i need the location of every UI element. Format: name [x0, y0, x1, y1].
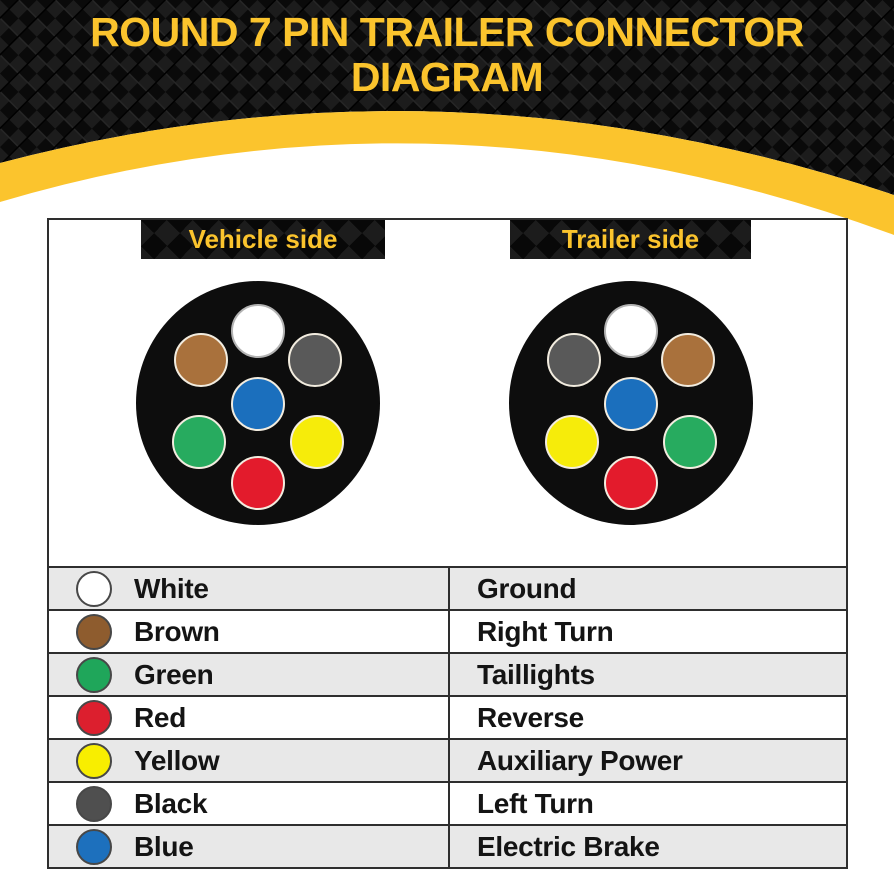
- function-name: Ground: [477, 572, 577, 604]
- table-row-white: [49, 566, 846, 609]
- color-cell: [49, 783, 450, 824]
- color-swatch-yellow: [76, 743, 112, 779]
- color-name: Green: [134, 658, 214, 690]
- trailer-side-label: [510, 220, 751, 259]
- color-cell: [49, 826, 450, 867]
- table-row-blue: [49, 824, 846, 867]
- vehicle-pin-yellow: [290, 415, 344, 469]
- trailer-pin-green: [663, 415, 717, 469]
- table-row-brown: [49, 609, 846, 652]
- function-name: Right Turn: [477, 615, 614, 647]
- function-cell: [450, 654, 846, 695]
- page-title: [0, 10, 894, 100]
- color-name: Red: [134, 701, 186, 733]
- vehicle-side-label-text: Vehicle side: [188, 224, 338, 254]
- color-swatch-red: [76, 700, 112, 736]
- trailer-pin-black: [547, 333, 601, 387]
- connector-area: [49, 220, 846, 566]
- vehicle-pin-green: [172, 415, 226, 469]
- function-name: Reverse: [477, 701, 584, 733]
- table-row-red: [49, 695, 846, 738]
- function-cell: [450, 568, 846, 609]
- function-cell: [450, 611, 846, 652]
- function-cell: [450, 740, 846, 781]
- color-swatch-white: [76, 571, 112, 607]
- wiring-table: [49, 566, 846, 867]
- table-row-green: [49, 652, 846, 695]
- color-swatch-blue: [76, 829, 112, 865]
- color-cell: [49, 568, 450, 609]
- color-cell: [49, 740, 450, 781]
- trailer-pin-white: [604, 304, 658, 358]
- function-name: Left Turn: [477, 787, 594, 819]
- trailer-pin-yellow: [545, 415, 599, 469]
- title-line-2: DIAGRAM: [350, 54, 544, 100]
- function-name: Taillights: [477, 658, 595, 690]
- trailer-pin-brown: [661, 333, 715, 387]
- function-cell: [450, 783, 846, 824]
- trailer-side-label-text: Trailer side: [561, 224, 700, 254]
- color-swatch-green: [76, 657, 112, 693]
- color-swatch-black: [76, 786, 112, 822]
- color-name: Brown: [134, 615, 220, 647]
- trailer-connector-diagram: [509, 281, 753, 525]
- vehicle-pin-red: [231, 456, 285, 510]
- function-name: Electric Brake: [477, 830, 660, 862]
- color-name: Yellow: [134, 744, 220, 776]
- color-cell: [49, 697, 450, 738]
- vehicle-connector-diagram: [136, 281, 380, 525]
- color-name: White: [134, 572, 209, 604]
- diagram-panel: [47, 218, 848, 869]
- function-name: Auxiliary Power: [477, 744, 683, 776]
- color-name: Blue: [134, 830, 194, 862]
- title-line-1: ROUND 7 PIN TRAILER CONNECTOR: [90, 9, 804, 55]
- table-row-black: [49, 781, 846, 824]
- vehicle-side-label: [141, 220, 385, 259]
- color-swatch-brown: [76, 614, 112, 650]
- vehicle-pin-white: [231, 304, 285, 358]
- function-cell: [450, 697, 846, 738]
- trailer-pin-red: [604, 456, 658, 510]
- trailer-pin-blue: [604, 377, 658, 431]
- vehicle-pin-blue: [231, 377, 285, 431]
- vehicle-pin-brown: [174, 333, 228, 387]
- color-cell: [49, 611, 450, 652]
- vehicle-pin-black: [288, 333, 342, 387]
- table-row-yellow: [49, 738, 846, 781]
- function-cell: [450, 826, 846, 867]
- header-banner: [0, 0, 894, 250]
- color-cell: [49, 654, 450, 695]
- color-name: Black: [134, 787, 208, 819]
